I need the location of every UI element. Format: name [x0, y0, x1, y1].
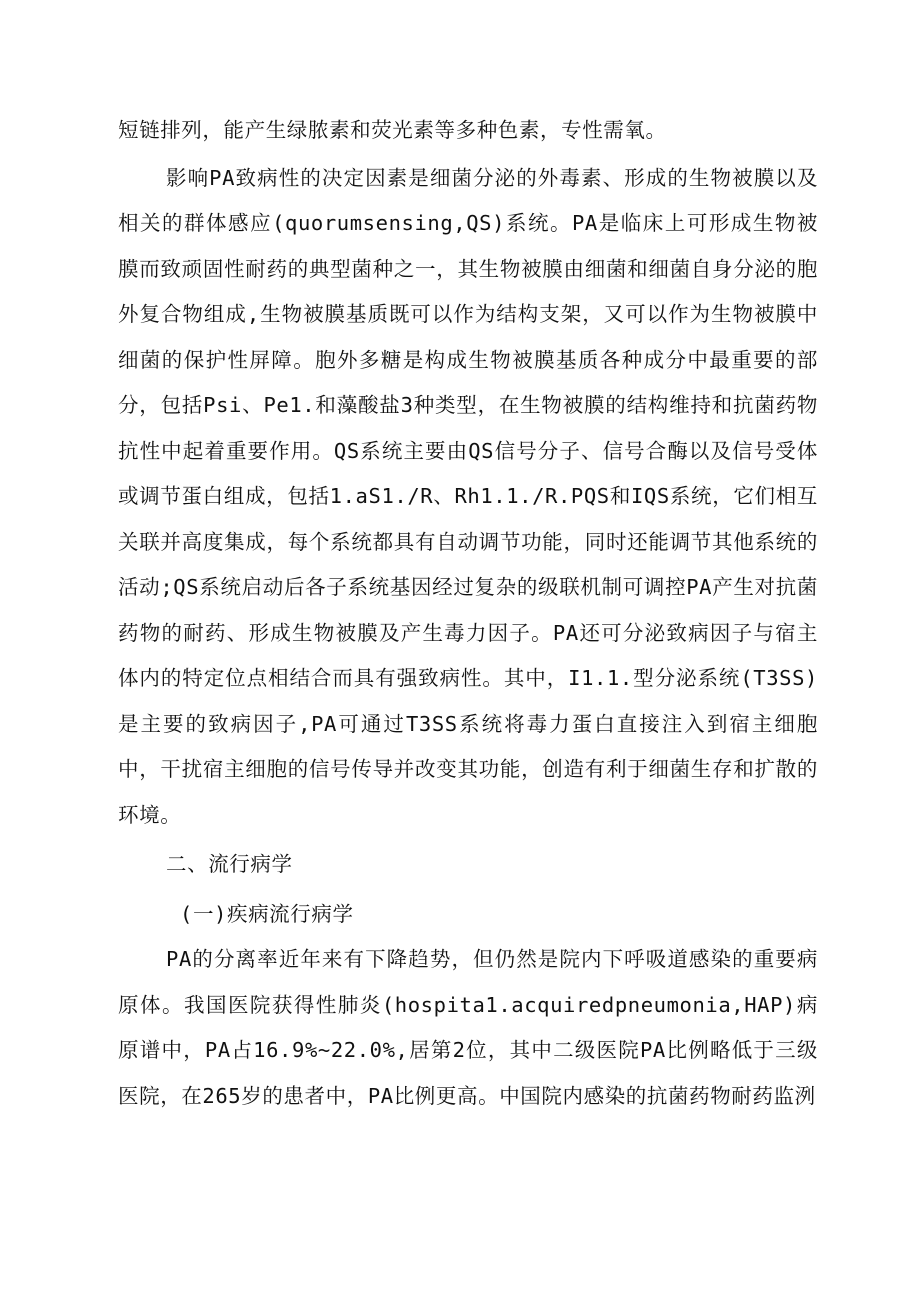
section-heading: 二、流行病学 [166, 852, 293, 876]
paragraph-pathogenicity: 影响PA致病性的决定因素是细菌分泌的外毒素、形成的生物被膜以及相关的群体感应(quorumsensing,QS)系统。PA是临床上可形成生物被膜而致顽固性耐药的典型菌种之一，其生物被膜由细菌和细菌自身分泌的胞外复合物组成,生物被膜基质既可以作为结构支架，又可以作为生物被膜中细菌的保护性屏障。胞外多糖是构成生物被膜基质各种成分中最重要的部分，包括Psi、Pe1.和藻酸盐3种类型，在生物被膜的结构维持和抗菌药物抗性中起着重要作用。QS系统主要由QS信号分子、信号合酶以及信号受体或调节蛋白组成，包括1.aS1./R、Rh1.1./R.PQS和IQS系统，它们相互关联并高度集成，每个系统都具有自动调节功能，同时还能调节其他系统的活动;QS系统启动后各子系统基因经过复杂的级联机制可调控PA产生对抗菌药物的耐药、形成生物被膜及产生毒力因子。PA还可分泌致病因子与宿主体内的特定位点相结合而具有强致病性。其中，I1.1.型分泌系统(T3SS)是主要的致病因子,PA可通过T3SS系统将毒力蛋白直接注入到宿主细胞中，干扰宿主细胞的信号传导并改变其功能，创造有利于细菌生存和扩散的环境。 [118, 165, 818, 827]
paragraph-epidemiology: PA的分离率近年来有下降趋势，但仍然是院内下呼吸道感染的重要病原体。我国医院获得性肺炎(hospita1.acquiredpneumonia,HAP)病原谱中，PA占16.9%~22.0%,居第2位，其中二级医院PA比例略低于三级医院，在265岁的患者中，PA比例更高。中国院内感染的抗菌药物耐药监洌 [118, 947, 818, 1108]
paragraph-intro: 短链排列，能产生绿脓素和荧光素等多种色素，专性需氧。 [118, 118, 667, 142]
subsection-heading: (一)疾病流行病学 [180, 901, 354, 926]
document-page [118, 108, 818, 1119]
